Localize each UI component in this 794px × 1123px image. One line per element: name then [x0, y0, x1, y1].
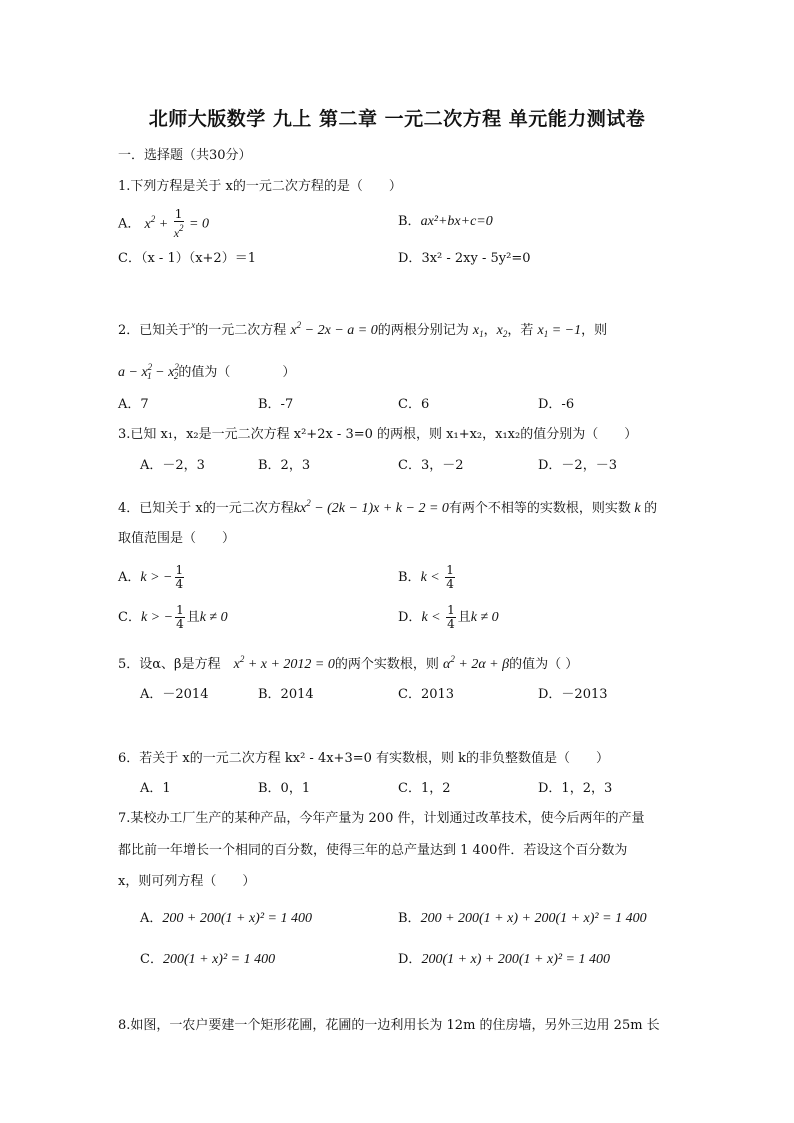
- q1-option-d: D．3x² - 2xy - 5y²=0: [398, 251, 531, 266]
- section-heading: 一．选择题（共30分）: [118, 148, 252, 163]
- q7-stem-line2: 都比前一年增长一个相同的百分数，使得三年的总产量达到 1 400件．若设这个百分数为: [118, 843, 628, 858]
- q7-stem-line1: 7.某校办工厂生产的某种产品，今年产量为 200 件，计划通过改革技术，使今后两年的产量: [118, 811, 645, 826]
- q1-option-b: B．ax²+bx+c=0: [398, 214, 493, 229]
- q6-option-d: D．1，2，3: [538, 781, 613, 796]
- q7-option-a: A．200 + 200(1 + x)² = 1 400: [140, 911, 312, 926]
- q5-option-d: D．－2013: [538, 687, 608, 702]
- q1-option-c: C．（x - 1）（x+2）＝1: [118, 251, 256, 266]
- q2-option-d: D．-6: [538, 397, 575, 412]
- q4-stem-line2: 取值范围是（ ）: [118, 531, 236, 546]
- q3-option-a: A．－2，3: [140, 458, 205, 473]
- q5-option-c: C．2013: [398, 687, 455, 702]
- q2-stem-line2: $a - x^2_1 - x^2_2$的值为（ ）: [118, 362, 296, 381]
- q6-option-c: C．1，2: [398, 781, 451, 796]
- q3-stem: 3.已知 x₁，x₂是一元二次方程 x²+2x - 3=0 的两根，则 x₁+x₂，x₁x₂的值分别为（ ）: [118, 427, 638, 442]
- q4-stem-line1: 4．已知关于 x的一元二次方程$kx^2 - (2k - 1)x + k - 2 = 0$有两个不相等的实数根，则实数 k 的: [118, 498, 658, 516]
- q2-option-c: C．6: [398, 397, 430, 412]
- q4-option-b: B．k < $\frac{1}{4}$: [398, 563, 454, 591]
- q4-option-c: C．k > − $\frac{1}{4}$ 且k ≠ 0: [118, 603, 228, 631]
- q3-option-b: B．2，3: [258, 458, 311, 473]
- q6-option-b: B．0，1: [258, 781, 311, 796]
- q7-option-d: D．200(1 + x) + 200(1 + x)² = 1 400: [398, 952, 610, 967]
- q5-option-a: A．－2014: [140, 687, 209, 702]
- q3-option-c: C．3，－2: [398, 458, 464, 473]
- q5-option-b: B．2014: [258, 687, 314, 702]
- q6-stem: 6．若关于 x的一元二次方程 kx² - 4x+3=0 有实数根，则 k的非负整数值是（ ）: [118, 751, 610, 766]
- q7-option-b: B．200 + 200(1 + x) + 200(1 + x)² = 1 400: [398, 911, 647, 926]
- q5-stem: 5．设α、β是方程 $x^2 + x + 2012 = 0$的两个实数根，则 $\alpha^2 + 2\alpha + \beta$的值为（ ）: [118, 654, 579, 672]
- q3-option-d: D．－2，－3: [538, 458, 617, 473]
- q2-option-a: A．7: [118, 397, 149, 412]
- q7-option-c: C．200(1 + x)² = 1 400: [140, 952, 276, 967]
- q4-option-d: D．k < $\frac{1}{4}$ 且k ≠ 0: [398, 603, 499, 631]
- q8-stem-line1: 8.如图，一农户要建一个矩形花圃，花圃的一边利用长为 12m 的住房墙，另外三边用 25m 长: [118, 1018, 660, 1033]
- q6-option-a: A．1: [140, 781, 171, 796]
- q4-option-a: A．k > − $\frac{1}{4}$: [118, 563, 184, 591]
- q1-stem: 1.下列方程是关于 x的一元二次方程的是（ ）: [118, 179, 402, 194]
- page-title: 北师大版数学 九上 第二章 一元二次方程 单元能力测试卷: [148, 108, 646, 130]
- q2-option-b: B．-7: [258, 397, 294, 412]
- q7-stem-line3: x，则可列方程（ ）: [118, 874, 256, 889]
- q2-stem-line1: 2．已知关于$^x$的一元二次方程 $x^2 - 2x - a = 0$的两根分别记为 $x_1$，$x_2$，若 $x_1 = -1$，则: [118, 320, 608, 339]
- q1-option-a: A． $x^2$ + $\frac{1}{x^2}$ = 0: [118, 207, 209, 240]
